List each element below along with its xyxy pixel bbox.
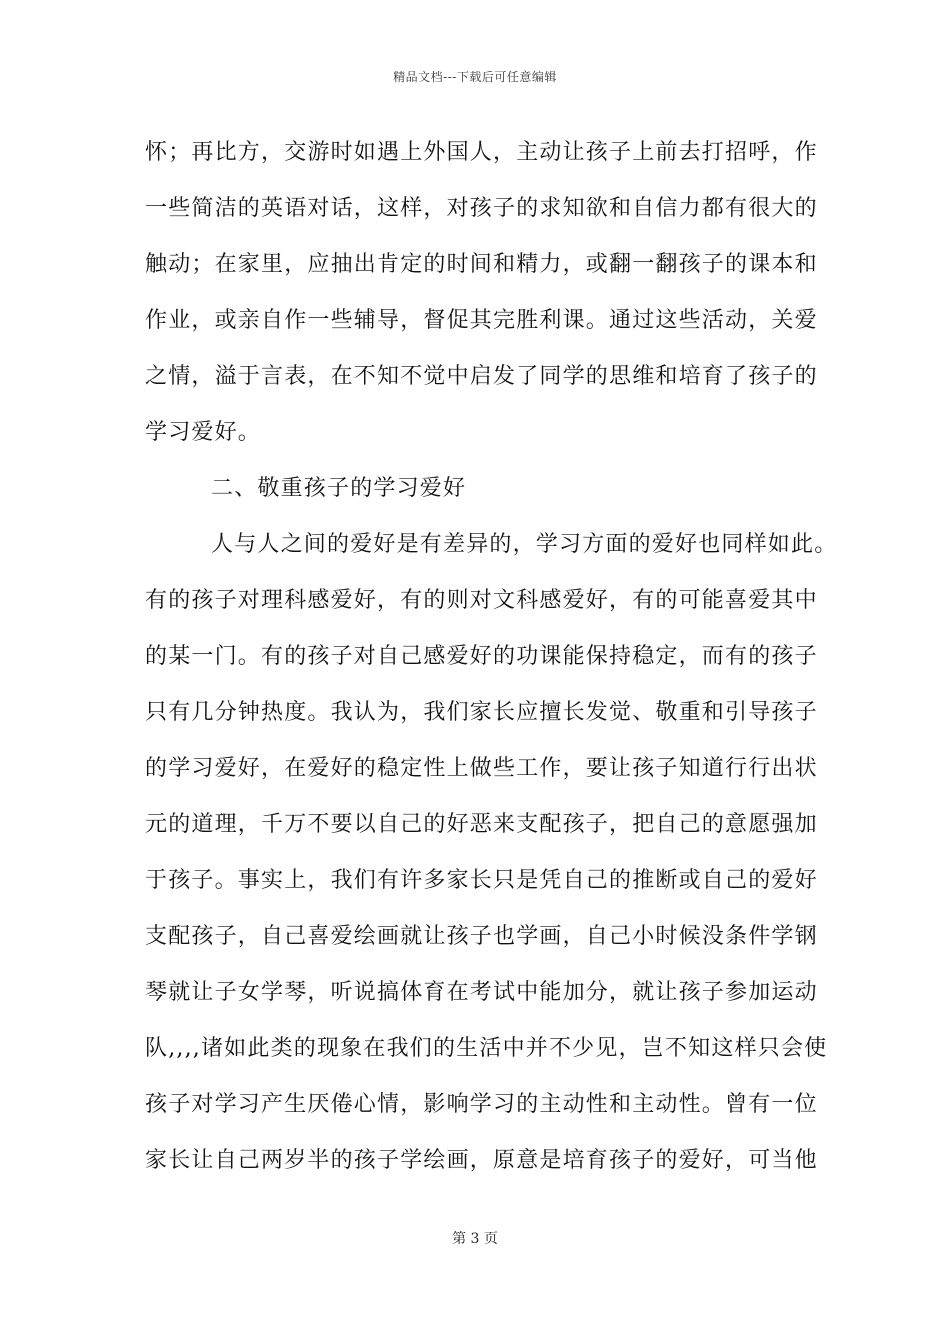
paragraph-line: 有的孩子对理科感爱好，有的则对文科感爱好，有的可能喜爱其中 xyxy=(145,588,818,613)
paragraph-line: 的学习爱好，在爱好的稳定性上做些工作，要让孩子知道行行出状 xyxy=(145,756,818,781)
paragraph-line: 怀；再比方，交游时如遇上外国人，主动让孩子上前去打招呼，作 xyxy=(145,140,818,165)
paragraph-line: 家长让自己两岁半的孩子学绘画，原意是培育孩子的爱好，可当他 xyxy=(145,1148,818,1173)
paragraph-line: 学习爱好。 xyxy=(145,420,262,445)
paragraph-line: 元的道理，千万不要以自己的好恶来支配孩子，把自己的意愿强加 xyxy=(145,812,818,837)
paragraph-line: 琴就让子女学琴，听说搞体育在考试中能加分，就让孩子参加运动 xyxy=(145,980,818,1005)
section-heading: 二、敬重孩子的学习爱好 xyxy=(211,476,467,501)
paragraph-line: 人与人之间的爱好是有差异的，学习方面的爱好也同样如此。 xyxy=(211,532,838,557)
page-header: 精品文档---下载后可任意编辑 xyxy=(393,70,557,84)
page-number: 第 3 页 xyxy=(452,1231,498,1247)
paragraph-line: 孩子对学习产生厌倦心情，影响学习的主动性和主动性。曾有一位 xyxy=(145,1092,818,1117)
paragraph-line: 的某一门。有的孩子对自己感爱好的功课能保持稳定，而有的孩子 xyxy=(145,644,818,669)
paragraph-line: 只有几分钟热度。我认为，我们家长应擅长发觉、敬重和引导孩子 xyxy=(145,700,818,725)
paragraph-line: 作业，或亲自作一些辅导，督促其完胜利课。通过这些活动，关爱 xyxy=(145,308,818,333)
paragraph-line: 支配孩子，自己喜爱绘画就让孩子也学画，自己小时候没条件学钢 xyxy=(145,924,818,949)
paragraph-line: 一些简洁的英语对话，这样，对孩子的求知欲和自信力都有很大的 xyxy=(145,196,818,221)
paragraph-line: 于孩子。事实上，我们有许多家长只是凭自己的推断或自己的爱好 xyxy=(145,868,818,893)
paragraph-line: 之情，溢于言表，在不知不觉中启发了同学的思维和培育了孩子的 xyxy=(145,364,818,389)
document-body xyxy=(145,134,838,1198)
paragraph-line: 队,,,,诸如此类的现象在我们的生活中并不少见，岂不知这样只会使 xyxy=(145,1036,828,1061)
paragraph-line: 触动；在家里，应抽出肯定的时间和精力，或翻一翻孩子的课本和 xyxy=(145,252,818,277)
